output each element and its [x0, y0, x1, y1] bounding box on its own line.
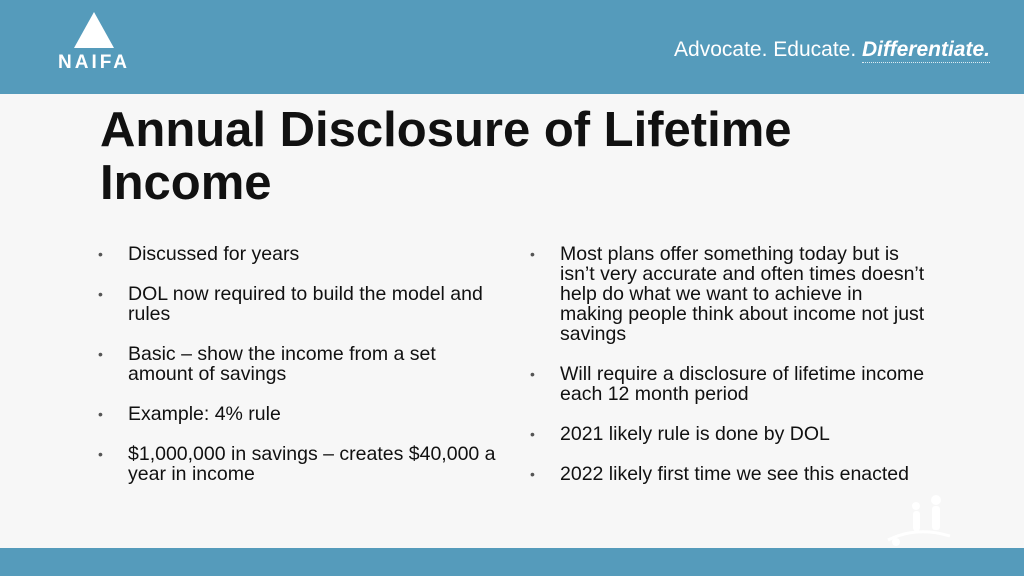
naifa-logo	[44, 10, 144, 90]
list-item: • Will require a disclosure of lifetime income each 12 month period	[530, 363, 925, 405]
right-column	[530, 244, 930, 504]
decorative-figures-icon	[884, 492, 954, 552]
left-bullet-list	[98, 244, 498, 484]
list-item: • 2022 likely first time we see this enacted	[530, 463, 910, 485]
slide-title: Annual Disclosure of Lifetime Income	[100, 103, 792, 210]
bullet-icon: •	[530, 246, 535, 262]
bullet-icon: •	[98, 286, 103, 302]
list-item: • Discussed for years	[98, 243, 300, 265]
bullet-icon: •	[98, 446, 103, 462]
left-column	[98, 244, 498, 504]
tagline-plain: Advocate. Educate.	[674, 38, 863, 61]
list-item: • $1,000,000 in savings – creates $40,000 a year in income	[98, 443, 496, 485]
triangle-logo-icon	[50, 10, 138, 50]
bullet-icon: •	[98, 246, 103, 262]
list-item: • DOL now required to build the model and rules	[98, 283, 483, 325]
tagline	[674, 38, 990, 62]
footer-bar	[0, 548, 1024, 576]
bullet-icon: •	[98, 406, 103, 422]
right-bullet-list	[530, 244, 930, 484]
list-item: • Example: 4% rule	[98, 403, 281, 425]
list-item: • Most plans offer something today but is isn’t very accurate and often times doesn’t help do what we want to achieve in making people think about income not just savings	[530, 243, 925, 345]
bullet-icon: •	[530, 426, 535, 442]
bullet-icon: •	[530, 466, 535, 482]
list-item: • Basic – show the income from a set amount of savings	[98, 343, 436, 385]
list-item: • 2021 likely rule is done by DOL	[530, 423, 830, 445]
bullet-icon: •	[98, 346, 103, 362]
bullet-icon: •	[530, 366, 535, 382]
header-bar	[0, 0, 1024, 94]
logo-text: NAIFA	[58, 52, 130, 73]
tagline-emphasis: Differentiate.	[862, 38, 990, 61]
